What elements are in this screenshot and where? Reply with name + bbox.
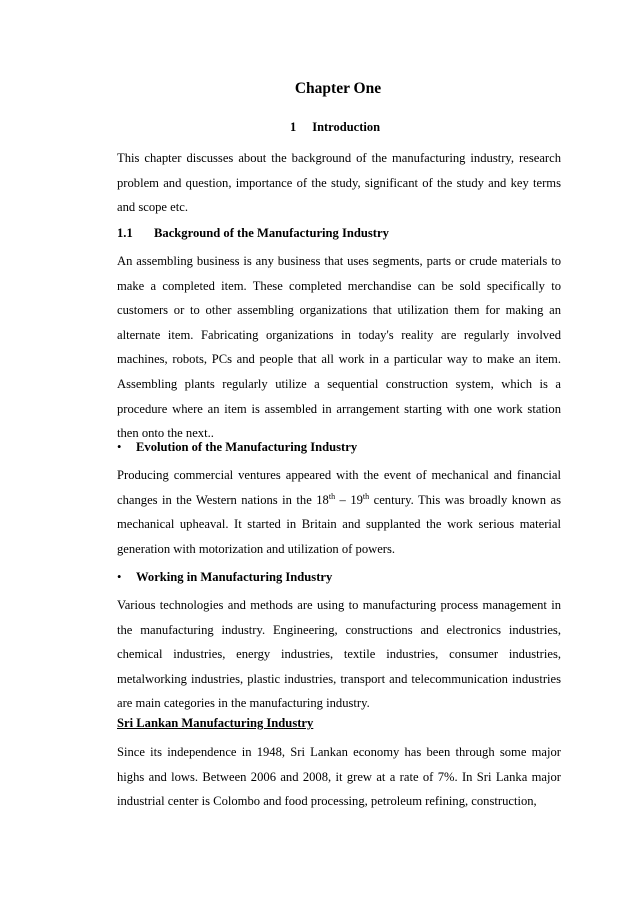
evolution-heading — [117, 440, 357, 455]
section-title: Background of the Manufacturing Industry — [154, 226, 389, 240]
working-title: Working in Manufacturing Industry — [136, 570, 333, 584]
intro-heading-text: Introduction — [312, 120, 381, 134]
intro-heading — [0, 120, 638, 135]
superscript-th-2: th — [362, 491, 370, 501]
background-paragraph: An assembling business is any business that uses segments, parts or crude materials to make a completed item. These completed merchandise can be sold specifically to customers or to other assembling organizations that utilization them for making an alternate item. Fabricating organizations in today's reality are regularly involved machines, robots, PCs and people that all work in a particular way to make an item. Assembling plants regularly utilize a sequential construction system, which is a procedure where an item is assembled in arrangement starting with one work station then onto the next.. — [117, 254, 561, 441]
bullet-icon: • — [117, 440, 122, 454]
evolution-text-before: Producing commercial ventures appeared with the event of mechanical and financial changes in the Western nations in the 18 — [117, 468, 561, 507]
evolution-paragraph — [117, 463, 561, 561]
intro-heading-number: 1 — [289, 120, 297, 134]
chapter-title: Chapter One — [294, 80, 382, 97]
section-number: 1.1 — [117, 226, 133, 240]
section-heading-1-1 — [117, 226, 389, 241]
intro-paragraph: This chapter discusses about the background of the manufacturing industry, research problem and question, importance of the study, significant of the study and key terms and scope etc. — [117, 151, 561, 215]
bullet-icon: • — [117, 570, 122, 584]
sri-lanka-paragraph: Since its independence in 1948, Sri Lankan economy has been through some major highs and lows. Between 2006 and 2008, it grew at a rate of 7%. In Sri Lanka major industrial center is Colombo and food processing, petroleum refining, construction, — [117, 745, 561, 809]
working-heading — [117, 570, 332, 585]
working-paragraph: Various technologies and methods are using to manufacturing process management in the manufacturing industry. Engineering, constructions and electronics industries, chemical industries, energy industries, textile industries, consumer industries, metalworking industries, plastic industries, transport and telecommunication industries are main categories in the manufacturing industry. — [117, 598, 561, 711]
evolution-dash: – 19 — [335, 492, 363, 507]
evolution-text-after: century. This was broadly known as mechanical upheaval. It started in Britain and supplanted the work serious material generation with motorization and utilization of powers. — [117, 492, 562, 556]
evolution-title: Evolution of the Manufacturing Industry — [136, 440, 358, 454]
sri-lanka-heading: Sri Lankan Manufacturing Industry — [117, 716, 314, 730]
superscript-th-1: th — [328, 491, 336, 501]
